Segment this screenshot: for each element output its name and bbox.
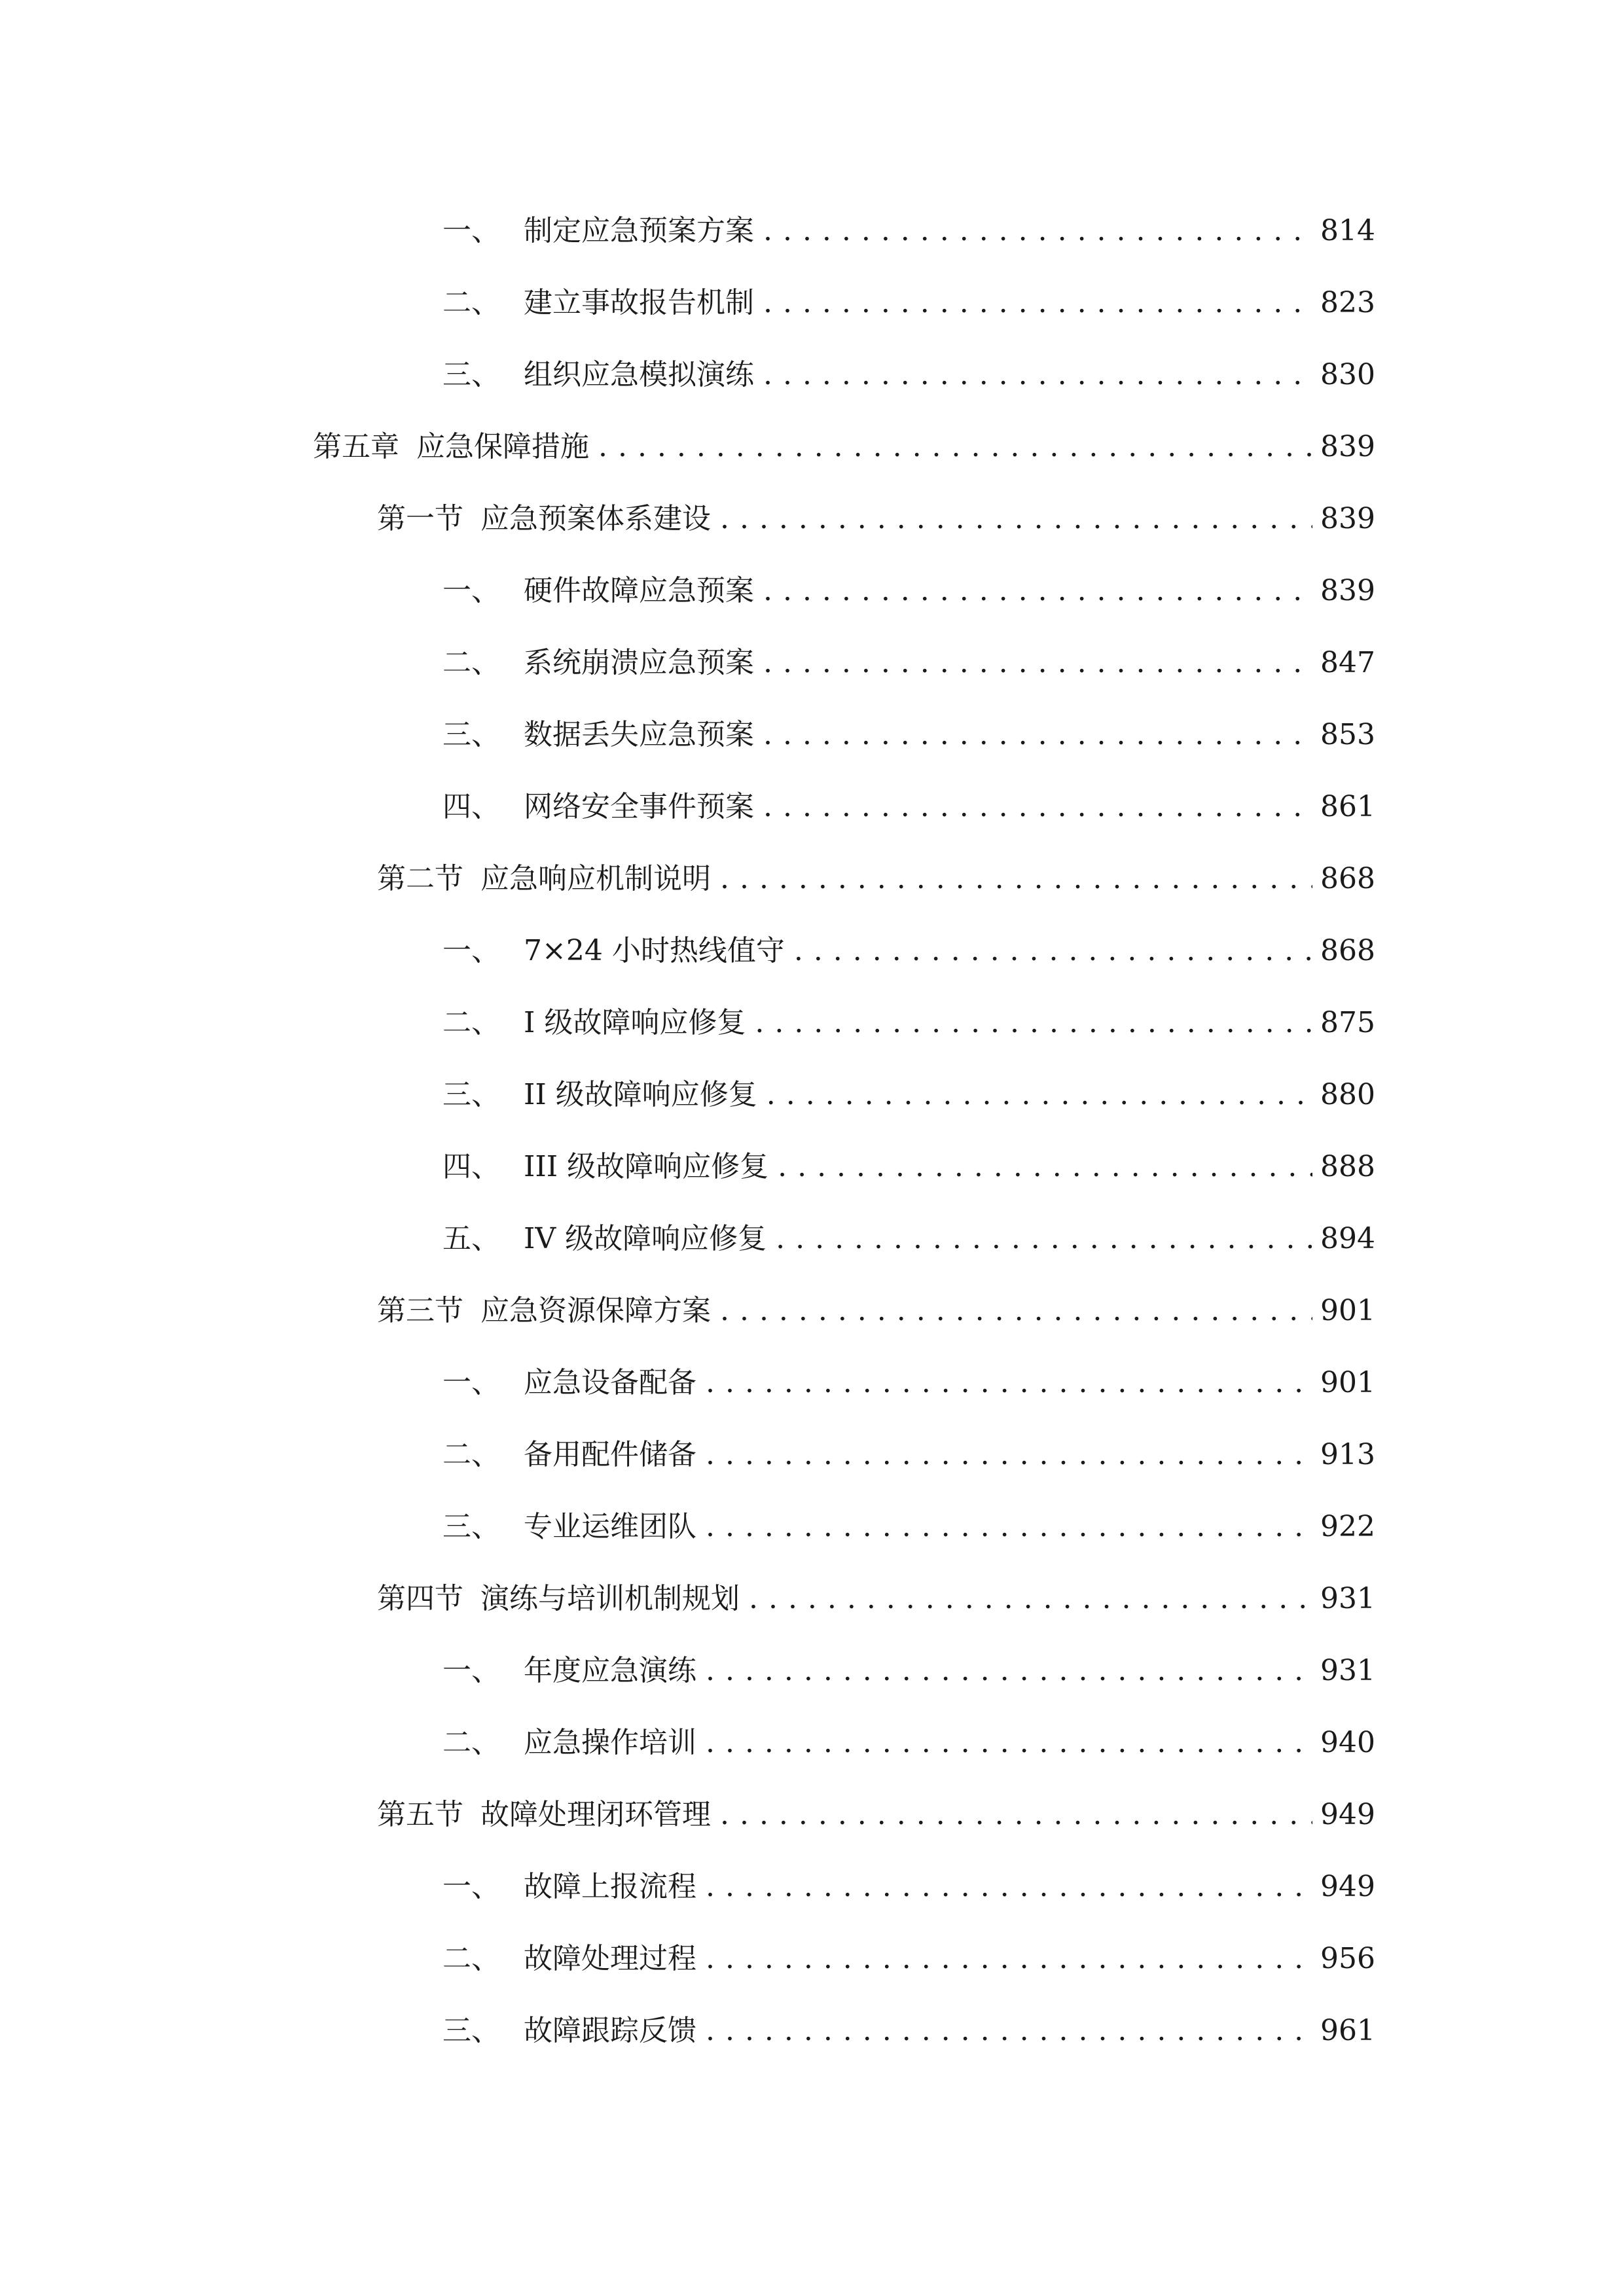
toc-entry-number: 二、 [442, 1726, 500, 1759]
toc-entry[interactable] [442, 1432, 1375, 1478]
dot-leader [706, 1936, 1312, 1982]
toc-entry-number: 一、 [442, 1654, 500, 1687]
toc-entry[interactable] [442, 208, 1375, 254]
toc-entry-page: 922 [1320, 1510, 1375, 1543]
toc-entry[interactable] [442, 640, 1375, 686]
toc-entry-page: 868 [1320, 934, 1375, 967]
dot-leader [706, 1864, 1312, 1910]
toc-entry-number: 一、 [442, 934, 500, 967]
toc-entry-title: 应急资源保障方案 [480, 1294, 711, 1327]
dot-leader [763, 568, 1312, 614]
dot-leader [794, 928, 1312, 974]
toc-entry-title: 故障处理闭环管理 [480, 1798, 711, 1831]
toc-entry-number: 二、 [442, 1942, 500, 1975]
toc-entry-title: 年度应急演练 [524, 1654, 696, 1687]
toc-entry-number: 第三节 [377, 1294, 463, 1327]
toc-entry-title: 故障上报流程 [524, 1870, 696, 1903]
toc-entry[interactable] [442, 1000, 1375, 1046]
toc-entry-title: 硬件故障应急预案 [524, 574, 754, 607]
toc-entry-number: 第一节 [377, 502, 463, 535]
toc-entry-title: II 级故障响应修复 [524, 1078, 757, 1111]
toc-entry-page: 853 [1320, 718, 1375, 751]
toc-entry-title: 应急设备配备 [524, 1366, 696, 1399]
toc-entry-page: 913 [1320, 1438, 1375, 1471]
toc-entry-title: IV 级故障响应修复 [524, 1222, 767, 1255]
toc-entry[interactable] [442, 568, 1375, 614]
dot-leader [763, 784, 1312, 830]
toc-entry[interactable] [442, 712, 1375, 758]
dot-leader [778, 1144, 1312, 1190]
toc-entry-title: 演练与培训机制规划 [480, 1582, 740, 1615]
toc-entry-page: 823 [1320, 286, 1375, 319]
toc-entry[interactable] [442, 1216, 1375, 1262]
toc-entry-title: 应急操作培训 [524, 1726, 696, 1759]
toc-entry-page: 861 [1320, 790, 1375, 823]
toc-entry-page: 940 [1320, 1726, 1375, 1759]
toc-entry-title: 应急预案体系建设 [480, 502, 711, 535]
dot-leader [706, 1648, 1312, 1694]
toc-entry-page: 949 [1320, 1798, 1375, 1831]
dot-leader [706, 1504, 1312, 1550]
toc-section-entry[interactable] [377, 856, 1375, 902]
dot-leader [720, 856, 1312, 902]
dot-leader [763, 712, 1312, 758]
toc-entry-title: 7×24 小时热线值守 [524, 934, 785, 967]
dot-leader [706, 2008, 1312, 2054]
toc-section-entry[interactable] [377, 1792, 1375, 1838]
toc-entry-number: 一、 [442, 1366, 500, 1399]
dot-leader [776, 1216, 1312, 1262]
toc-entry-number: 一、 [442, 574, 500, 607]
dot-leader [763, 352, 1312, 398]
dot-leader [720, 1792, 1312, 1838]
toc-entry[interactable] [442, 1648, 1375, 1694]
toc-entry-title: 组织应急模拟演练 [524, 358, 754, 391]
dot-leader [706, 1432, 1312, 1478]
toc-chapter-entry[interactable] [313, 424, 1375, 470]
toc-entry-title: 故障处理过程 [524, 1942, 696, 1975]
dot-leader [755, 1000, 1312, 1046]
toc-entry-page: 894 [1320, 1222, 1375, 1255]
dot-leader [706, 1360, 1312, 1406]
toc-entry-title: 备用配件储备 [524, 1438, 696, 1471]
toc-entry-title: 建立事故报告机制 [524, 286, 754, 319]
dot-leader [749, 1576, 1312, 1622]
toc-entry-number: 三、 [442, 1078, 500, 1111]
toc-entry-number: 第五章 [313, 430, 399, 463]
toc-entry-page: 901 [1320, 1294, 1375, 1327]
dot-leader [763, 640, 1312, 686]
toc-entry-number: 三、 [442, 718, 500, 751]
toc-entry-page: 830 [1320, 358, 1375, 391]
toc-entry-title: 制定应急预案方案 [524, 214, 754, 247]
toc-entry-title: 故障跟踪反馈 [524, 2014, 696, 2047]
toc-entry-title: 网络安全事件预案 [524, 790, 754, 823]
toc-entry-number: 第四节 [377, 1582, 463, 1615]
toc-entry-number: 四、 [442, 1150, 500, 1183]
dot-leader [720, 496, 1312, 542]
toc-entry-number: 四、 [442, 790, 500, 823]
toc-entry-page: 814 [1320, 214, 1375, 247]
toc-entry-number: 第五节 [377, 1798, 463, 1831]
toc-entry-number: 二、 [442, 1438, 500, 1471]
toc-entry-page: 931 [1320, 1582, 1375, 1615]
toc-entry-page: 888 [1320, 1150, 1375, 1183]
toc-entry[interactable] [442, 1504, 1375, 1550]
toc-entry-title: 应急保障措施 [416, 430, 589, 463]
toc-entry-title: 系统崩溃应急预案 [524, 646, 754, 679]
toc-entry-title: 应急响应机制说明 [480, 862, 711, 895]
toc-entry-page: 839 [1320, 502, 1375, 535]
toc-entry-title: I 级故障响应修复 [524, 1006, 746, 1039]
toc-entry-number: 一、 [442, 1870, 500, 1903]
toc-section-entry[interactable] [377, 496, 1375, 542]
dot-leader [598, 424, 1312, 470]
toc-entry-page: 839 [1320, 574, 1375, 607]
toc-entry-title: III 级故障响应修复 [524, 1150, 769, 1183]
toc-entry[interactable] [442, 1360, 1375, 1406]
toc-entry-number: 二、 [442, 1006, 500, 1039]
toc-entry[interactable] [442, 1144, 1375, 1190]
toc-entry[interactable] [442, 784, 1375, 830]
toc-entry-number: 二、 [442, 646, 500, 679]
dot-leader [767, 1072, 1312, 1118]
toc-entry-number: 第二节 [377, 862, 463, 895]
toc-section-entry[interactable] [377, 1576, 1375, 1622]
toc-entry-page: 931 [1320, 1654, 1375, 1687]
toc-entry[interactable] [442, 352, 1375, 398]
toc-entry[interactable] [442, 1720, 1375, 1766]
toc-entry[interactable] [442, 280, 1375, 326]
toc-section-entry[interactable] [377, 1288, 1375, 1334]
toc-entry[interactable] [442, 928, 1375, 974]
toc-entry-page: 949 [1320, 1870, 1375, 1903]
toc-entry-number: 三、 [442, 2014, 500, 2047]
toc-entry-number: 三、 [442, 358, 500, 391]
toc-entry-page: 868 [1320, 862, 1375, 895]
toc-entry-title: 数据丢失应急预案 [524, 718, 754, 751]
toc-entry[interactable] [442, 2008, 1375, 2054]
toc-entry-page: 875 [1320, 1006, 1375, 1039]
toc-entry-page: 880 [1320, 1078, 1375, 1111]
dot-leader [720, 1288, 1312, 1334]
dot-leader [706, 1720, 1312, 1766]
toc-entry[interactable] [442, 1072, 1375, 1118]
toc-entry-number: 三、 [442, 1510, 500, 1543]
dot-leader [763, 280, 1312, 326]
toc-entry-page: 956 [1320, 1942, 1375, 1975]
dot-leader [763, 208, 1312, 254]
toc-entry-number: 一、 [442, 214, 500, 247]
toc-entry[interactable] [442, 1936, 1375, 1982]
toc-entry-page: 839 [1320, 430, 1375, 463]
toc-entry[interactable] [442, 1864, 1375, 1910]
toc-entry-page: 901 [1320, 1366, 1375, 1399]
toc-entry-page: 961 [1320, 2014, 1375, 2047]
toc-entry-page: 847 [1320, 646, 1375, 679]
toc-entry-number: 二、 [442, 286, 500, 319]
toc-entry-title: 专业运维团队 [524, 1510, 696, 1543]
toc-entry-number: 五、 [442, 1222, 500, 1255]
